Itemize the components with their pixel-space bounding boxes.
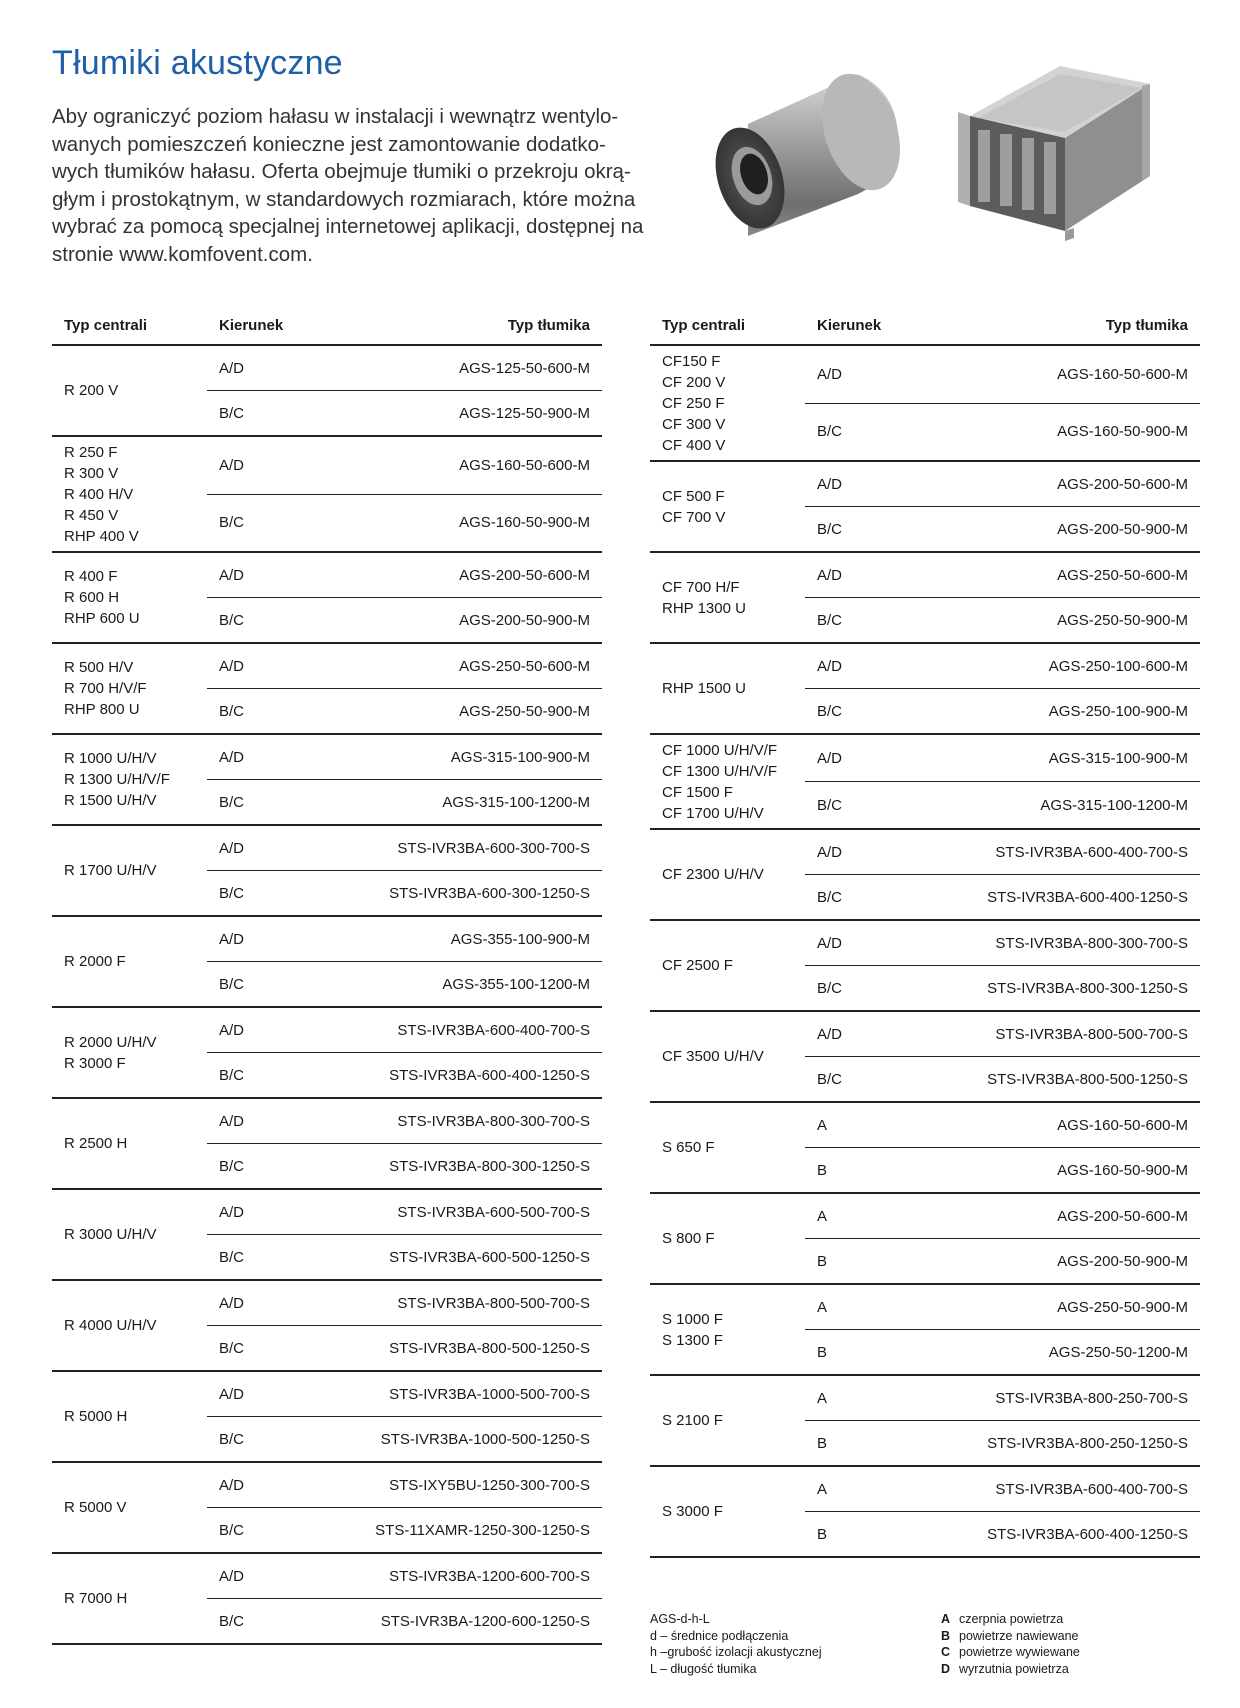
legend-text: powietrze nawiewane	[959, 1628, 1079, 1643]
silencer-type-cell: AGS-200-50-900-M	[950, 1239, 1200, 1285]
direction-cell: B/C	[207, 1326, 352, 1372]
intro-line: wybrać za pomocą specjalnej internetowej aplikacji, dostępnej na	[52, 215, 644, 238]
unit-type-cell	[52, 345, 207, 436]
direction-cell: B/C	[207, 391, 352, 437]
direction-cell: A/D	[207, 1280, 352, 1326]
silencer-type-cell: AGS-125-50-900-M	[352, 391, 602, 437]
silencer-type-cell: AGS-160-50-900-M	[950, 1148, 1200, 1194]
direction-cell: B/C	[207, 962, 352, 1008]
direction-cell: B/C	[207, 598, 352, 644]
header-direction: Kierunek	[207, 306, 352, 345]
legend-line: h –grubość izolacji akustycznej	[650, 1645, 822, 1659]
unit-type-name: RHP 1500 U	[662, 680, 746, 697]
table-row	[52, 825, 602, 871]
direction-cell: A/D	[207, 1553, 352, 1599]
silencer-type-cell: STS-IVR3BA-600-400-1250-S	[950, 875, 1200, 921]
unit-type-cell	[650, 1375, 805, 1466]
unit-type-name: CF 1000 U/H/V/F	[662, 741, 778, 759]
silencer-type-cell: STS-IVR3BA-600-400-1250-S	[352, 1053, 602, 1099]
direction-cell: B/C	[207, 1053, 352, 1099]
silencer-type-cell: STS-IVR3BA-1200-600-700-S	[352, 1553, 602, 1599]
silencer-type-cell: AGS-250-50-900-M	[950, 1284, 1200, 1330]
intro-text	[52, 103, 652, 268]
direction-cell: A/D	[805, 643, 950, 689]
unit-type-name: S 800 F	[662, 1230, 715, 1247]
direction-cell: A/D	[207, 1007, 352, 1053]
silencer-type-cell: STS-11XAMR-1250-300-1250-S	[352, 1508, 602, 1554]
naming-legend	[650, 1611, 822, 1677]
silencer-type-cell: STS-IVR3BA-800-500-1250-S	[950, 1057, 1200, 1103]
direction-cell: B	[805, 1239, 950, 1285]
table-row	[52, 552, 602, 598]
table-row	[52, 1007, 602, 1053]
silencer-type-cell: STS-IVR3BA-1200-600-1250-S	[352, 1599, 602, 1645]
unit-type-name: R 5000 H	[64, 1408, 128, 1425]
silencer-type-cell: STS-IVR3BA-600-400-700-S	[950, 829, 1200, 875]
unit-type-name: CF 300 V	[662, 415, 726, 433]
unit-type-name: R 500 H/V	[64, 659, 134, 676]
silencer-type-cell: AGS-200-50-600-M	[352, 552, 602, 598]
direction-cell: B/C	[207, 780, 352, 826]
silencer-type-cell: AGS-315-100-1200-M	[950, 782, 1200, 830]
legend-key: D	[941, 1661, 951, 1676]
unit-type-name: R 250 F	[64, 443, 118, 461]
silencer-type-cell: AGS-200-50-900-M	[950, 507, 1200, 553]
legend-key: C	[941, 1645, 951, 1659]
unit-type-name: R 300 V	[64, 464, 119, 482]
table-row	[52, 345, 602, 391]
unit-type-cell	[52, 1098, 207, 1189]
unit-type-cell	[650, 1102, 805, 1193]
direction-cell: A/D	[805, 1011, 950, 1057]
direction-cell: A/D	[805, 829, 950, 875]
direction-cell: B/C	[207, 1417, 352, 1463]
silencer-type-cell: AGS-250-100-600-M	[950, 643, 1200, 689]
direction-cell: A/D	[207, 825, 352, 871]
unit-type-cell	[52, 436, 207, 552]
intro-line: wanych pomieszczeń konieczne jest zamontowanie dodatko-	[52, 132, 606, 156]
unit-type-name: CF 250 F	[662, 394, 725, 412]
direction-cell: A/D	[207, 345, 352, 391]
unit-type-cell	[650, 829, 805, 920]
silencer-type-cell: AGS-250-50-1200-M	[950, 1330, 1200, 1376]
unit-type-name: S 1300 F	[662, 1331, 723, 1349]
table-row	[650, 1466, 1200, 1512]
silencer-type-cell: AGS-250-100-900-M	[950, 689, 1200, 735]
silencer-type-cell: STS-IVR3BA-600-400-1250-S	[950, 1512, 1200, 1558]
unit-type-cell	[650, 345, 805, 461]
silencer-type-cell: STS-IVR3BA-600-500-1250-S	[352, 1235, 602, 1281]
silencer-type-cell: STS-IVR3BA-600-500-700-S	[352, 1189, 602, 1235]
silencer-type-cell: STS-IVR3BA-800-500-1250-S	[352, 1326, 602, 1372]
direction-cell: A/D	[207, 1371, 352, 1417]
table-row	[650, 345, 1200, 403]
unit-type-name: S 3000 F	[662, 1503, 723, 1520]
unit-type-cell	[650, 1466, 805, 1557]
intro-line: głym i prostokątnym, w standardowych rozmiarach, które można	[52, 187, 636, 211]
silencer-type-cell: AGS-200-50-600-M	[950, 1193, 1200, 1239]
silencer-type-cell: STS-IVR3BA-800-500-700-S	[352, 1280, 602, 1326]
direction-cell: A/D	[207, 916, 352, 962]
unit-type-name: R 2500 H	[64, 1135, 128, 1152]
legend-entry	[941, 1644, 1080, 1661]
legend-text: wyrzutnia powietrza	[959, 1661, 1069, 1676]
unit-type-name: R 1000 U/H/V	[64, 750, 157, 767]
silencer-type-cell: STS-IVR3BA-800-300-700-S	[352, 1098, 602, 1144]
table-row	[52, 1280, 602, 1326]
table-row	[650, 829, 1200, 875]
unit-type-name: CF 400 V	[662, 436, 726, 454]
unit-type-name: R 400 H/V	[64, 485, 134, 503]
direction-cell: A/D	[805, 552, 950, 598]
unit-type-name: CF 700 H/F	[662, 578, 740, 596]
direction-cell: B/C	[207, 1235, 352, 1281]
silencer-table	[52, 306, 602, 1645]
table-row	[52, 1098, 602, 1144]
direction-cell: B/C	[805, 507, 950, 553]
direction-cell: A/D	[805, 461, 950, 507]
silencer-type-cell: AGS-315-100-900-M	[352, 734, 602, 780]
silencer-type-cell: STS-IVR3BA-800-250-700-S	[950, 1375, 1200, 1421]
round-silencer-image	[708, 66, 908, 236]
intro-line: wych tłumików hałasu. Oferta obejmuje tłumiki o przekroju okrą-	[52, 160, 631, 183]
legend-line: L – długość tłumika	[650, 1661, 757, 1676]
silencer-type-cell: AGS-250-50-900-M	[950, 598, 1200, 644]
header-direction: Kierunek	[805, 306, 950, 345]
header-unit-type: Typ centrali	[52, 306, 207, 345]
legend-entry	[941, 1628, 1080, 1645]
table-row	[52, 1553, 602, 1599]
direction-cell: B/C	[805, 875, 950, 921]
unit-type-name: CF 3500 U/H/V	[662, 1048, 764, 1065]
rectangular-silencer-image	[950, 56, 1150, 241]
table-row	[650, 461, 1200, 507]
silencer-type-cell: AGS-250-50-900-M	[352, 689, 602, 735]
silencer-type-cell: AGS-125-50-600-M	[352, 345, 602, 391]
unit-type-cell	[52, 1280, 207, 1371]
unit-type-name: RHP 1300 U	[662, 599, 746, 617]
left-silencer-table	[52, 306, 602, 1645]
table-row	[52, 436, 602, 494]
direction-cell: A/D	[207, 643, 352, 689]
direction-cell: B/C	[207, 1508, 352, 1554]
unit-type-name: RHP 800 U	[64, 701, 140, 718]
legend-text: czerpnia powietrza	[959, 1612, 1064, 1626]
direction-cell: A	[805, 1466, 950, 1512]
direction-cell: A/D	[805, 920, 950, 966]
table-row	[650, 552, 1200, 598]
silencer-type-cell: STS-IVR3BA-800-300-700-S	[950, 920, 1200, 966]
silencer-type-cell: AGS-160-50-900-M	[950, 403, 1200, 461]
direction-cell: B/C	[805, 689, 950, 735]
direction-cell: B	[805, 1421, 950, 1467]
direction-cell: B/C	[207, 689, 352, 735]
unit-type-name: S 2100 F	[662, 1412, 723, 1429]
unit-type-cell	[650, 461, 805, 552]
unit-type-name: CF 700 V	[662, 508, 726, 526]
silencer-type-cell: AGS-160-50-600-M	[950, 1102, 1200, 1148]
silencer-type-cell: AGS-160-50-600-M	[352, 436, 602, 494]
unit-type-cell	[52, 1371, 207, 1462]
unit-type-name: S 1000 F	[662, 1310, 723, 1328]
unit-type-name: CF 2300 U/H/V	[662, 866, 764, 883]
table-row	[650, 1193, 1200, 1239]
unit-type-name: R 5000 V	[64, 1499, 127, 1516]
direction-cell: A	[805, 1102, 950, 1148]
legend-line: AGS-d-h-L	[650, 1612, 710, 1626]
unit-type-name: R 600 H	[64, 589, 120, 606]
direction-cell: A/D	[805, 345, 950, 403]
unit-type-name: R 450 V	[64, 506, 119, 524]
unit-type-name: CF 200 V	[662, 373, 726, 391]
direction-cell: B/C	[207, 1144, 352, 1190]
table-row	[52, 643, 602, 689]
direction-cell: B/C	[207, 494, 352, 552]
silencer-type-cell: STS-IVR3BA-800-250-1250-S	[950, 1421, 1200, 1467]
silencer-type-cell: STS-IVR3BA-800-300-1250-S	[950, 966, 1200, 1012]
silencer-type-cell: AGS-355-100-900-M	[352, 916, 602, 962]
unit-type-cell	[52, 1553, 207, 1644]
direction-cell: B	[805, 1148, 950, 1194]
unit-type-name: RHP 600 U	[64, 610, 140, 627]
unit-type-cell	[650, 1284, 805, 1375]
direction-cell: B/C	[805, 782, 950, 830]
unit-type-name: R 1300 U/H/V/F	[64, 771, 170, 788]
silencer-table	[650, 306, 1200, 1558]
unit-type-cell	[52, 1462, 207, 1553]
silencer-type-cell: STS-IVR3BA-600-300-700-S	[352, 825, 602, 871]
unit-type-name: R 400 F	[64, 568, 118, 585]
unit-type-name: CF 1300 U/H/V/F	[662, 762, 778, 780]
unit-type-name: R 4000 U/H/V	[64, 1317, 157, 1334]
intro-line: stronie www.komfovent.com.	[52, 242, 313, 266]
legend-line: d – średnice podłączenia	[650, 1628, 789, 1643]
table-row	[650, 734, 1200, 782]
unit-type-cell	[650, 1011, 805, 1102]
unit-type-name: R 200 V	[64, 382, 119, 399]
unit-type-cell	[52, 825, 207, 916]
silencer-type-cell: STS-IVR3BA-600-400-700-S	[352, 1007, 602, 1053]
direction-cell: A/D	[207, 1462, 352, 1508]
unit-type-name: CF 2500 F	[662, 957, 733, 974]
silencer-type-cell: AGS-250-50-600-M	[950, 552, 1200, 598]
legend-entry	[941, 1661, 1080, 1678]
direction-cell: B/C	[805, 966, 950, 1012]
direction-cell: B/C	[805, 598, 950, 644]
table-row	[52, 1189, 602, 1235]
direction-cell: A	[805, 1193, 950, 1239]
silencer-type-cell: STS-IVR3BA-600-300-1250-S	[352, 871, 602, 917]
direction-cell: B/C	[207, 1599, 352, 1645]
silencer-type-cell: STS-IVR3BA-600-400-700-S	[950, 1466, 1200, 1512]
silencer-type-cell: AGS-315-100-900-M	[950, 734, 1200, 782]
unit-type-name: R 1500 U/H/V	[64, 792, 157, 809]
direction-cell: B	[805, 1330, 950, 1376]
silencer-type-cell: AGS-250-50-600-M	[352, 643, 602, 689]
silencer-type-cell: STS-IVR3BA-1000-500-700-S	[352, 1371, 602, 1417]
direction-cell: B	[805, 1512, 950, 1558]
unit-type-cell	[650, 552, 805, 643]
unit-type-name: CF150 F	[662, 352, 721, 370]
silencer-type-cell: AGS-160-50-600-M	[950, 345, 1200, 403]
legend-text: powietrze wywiewane	[959, 1645, 1080, 1659]
table-row	[650, 643, 1200, 689]
unit-type-name: R 3000 U/H/V	[64, 1226, 157, 1243]
unit-type-cell	[52, 643, 207, 734]
direction-cell: A/D	[805, 734, 950, 782]
header-unit-type: Typ centrali	[650, 306, 805, 345]
unit-type-name: R 3000 F	[64, 1054, 126, 1072]
silencer-type-cell: STS-IXY5BU-1250-300-700-S	[352, 1462, 602, 1508]
silencer-type-cell: AGS-200-50-600-M	[950, 461, 1200, 507]
unit-type-name: R 1700 U/H/V	[64, 862, 157, 879]
silencer-type-cell: AGS-355-100-1200-M	[352, 962, 602, 1008]
legend-key: A	[941, 1612, 951, 1626]
silencer-type-cell: STS-IVR3BA-800-300-1250-S	[352, 1144, 602, 1190]
page-title: Tłumiki akustyczne	[52, 44, 343, 82]
direction-cell: A/D	[207, 552, 352, 598]
direction-cell: A	[805, 1284, 950, 1330]
silencer-type-cell: STS-IVR3BA-1000-500-1250-S	[352, 1417, 602, 1463]
table-row	[52, 916, 602, 962]
unit-type-name: CF 1500 F	[662, 783, 733, 801]
table-row	[52, 1462, 602, 1508]
unit-type-cell	[650, 920, 805, 1011]
silencer-type-cell: AGS-315-100-1200-M	[352, 780, 602, 826]
silencer-type-cell: AGS-200-50-900-M	[352, 598, 602, 644]
table-row	[650, 1011, 1200, 1057]
unit-type-name: R 7000 H	[64, 1590, 128, 1607]
unit-type-name: R 2000 U/H/V	[64, 1033, 157, 1051]
unit-type-cell	[52, 1007, 207, 1098]
direction-cell: B/C	[805, 1057, 950, 1103]
unit-type-cell	[650, 1193, 805, 1284]
header-silencer-type: Typ tłumika	[950, 306, 1200, 345]
direction-cell: B/C	[207, 871, 352, 917]
right-silencer-table	[650, 306, 1200, 1558]
unit-type-name: S 650 F	[662, 1139, 715, 1156]
unit-type-name: R 2000 F	[64, 953, 126, 970]
unit-type-cell	[52, 916, 207, 1007]
unit-type-name: RHP 400 V	[64, 527, 139, 545]
table-row	[650, 1102, 1200, 1148]
direction-cell: B/C	[805, 403, 950, 461]
legend-entry	[941, 1611, 1080, 1628]
table-row	[650, 1284, 1200, 1330]
table-row	[52, 1371, 602, 1417]
direction-legend	[941, 1611, 1080, 1677]
direction-cell: A/D	[207, 1098, 352, 1144]
unit-type-name: CF 1700 U/H/V	[662, 804, 764, 822]
unit-type-cell	[52, 552, 207, 643]
unit-type-cell	[52, 734, 207, 825]
direction-cell: A	[805, 1375, 950, 1421]
unit-type-cell	[52, 1189, 207, 1280]
unit-type-cell	[650, 734, 805, 829]
unit-type-cell	[650, 643, 805, 734]
silencer-type-cell: STS-IVR3BA-800-500-700-S	[950, 1011, 1200, 1057]
silencer-type-cell: AGS-160-50-900-M	[352, 494, 602, 552]
direction-cell: A/D	[207, 734, 352, 780]
intro-line: Aby ograniczyć poziom hałasu w instalacji i wewnątrz wentylo-	[52, 105, 619, 128]
unit-type-name: CF 500 F	[662, 487, 725, 505]
table-row	[52, 734, 602, 780]
unit-type-name: R 700 H/V/F	[64, 680, 147, 697]
legend-key: B	[941, 1628, 951, 1643]
table-row	[650, 1375, 1200, 1421]
direction-cell: A/D	[207, 436, 352, 494]
direction-cell: A/D	[207, 1189, 352, 1235]
table-row	[650, 920, 1200, 966]
header-silencer-type: Typ tłumika	[352, 306, 602, 345]
